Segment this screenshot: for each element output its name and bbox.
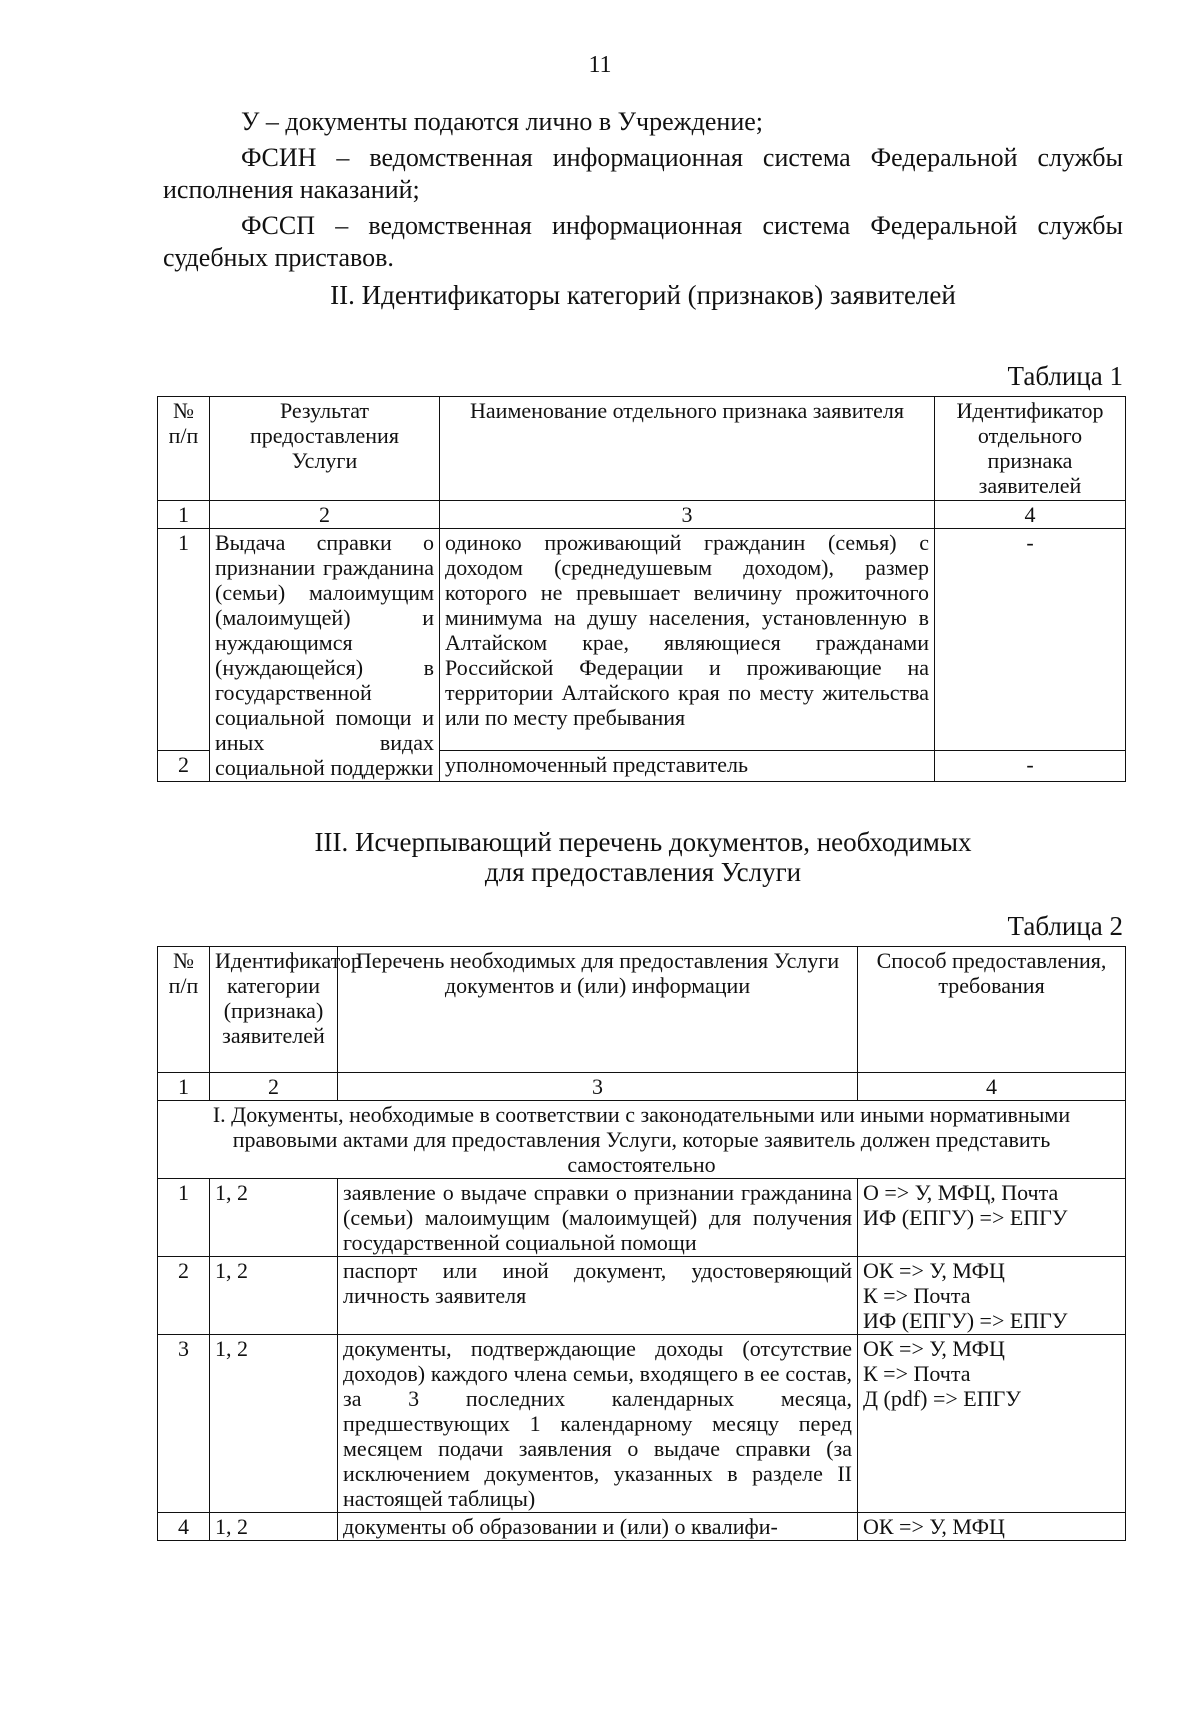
table-1-colnum-row xyxy=(158,501,1126,529)
t2-colnum: 1 xyxy=(158,1073,210,1101)
table-2-subsection-row xyxy=(158,1101,1126,1179)
t1-row-num: 1 xyxy=(158,529,210,751)
t2-row-num: 4 xyxy=(158,1513,210,1541)
t2-row-num: 1 xyxy=(158,1179,210,1257)
section-3-heading xyxy=(163,827,1123,887)
t1-colnum: 4 xyxy=(935,501,1126,529)
t1-row-id: - xyxy=(935,529,1126,751)
t2-row-category: 1, 2 xyxy=(210,1513,338,1541)
t2-row-document: документы, подтверждающие доходы (отсутствие доходов) каждого члена семьи, входящего в ее состав, за 3 последних календарных месяца, предшествующих 1 календарному месяцу перед месяцем подачи заявления о выдаче справки (за исключением документов, указанных в разделе II настоящей таблицы) xyxy=(338,1335,858,1513)
t2-header-documents: Перечень необходимых для предоставления Услуги документов и (или) информации xyxy=(338,947,858,1073)
t2-row-category: 1, 2 xyxy=(210,1179,338,1257)
legend-fsin: ФСИН – ведомственная информационная система Федеральной службы исполнения наказаний; xyxy=(163,143,1123,204)
t2-colnum: 3 xyxy=(338,1073,858,1101)
t1-row-num: 2 xyxy=(158,751,210,782)
table-row xyxy=(158,529,1126,751)
t2-subsection-title: I. Документы, необходимые в соответствии с законодательными или иными нормативными правовыми актами для предоставления Услуги, которые заявитель должен представить самостоятельно xyxy=(158,1101,1126,1179)
method-line: К => Почта xyxy=(863,1283,971,1308)
t1-header-num: № п/п xyxy=(158,397,210,501)
t2-header-num: № п/п xyxy=(158,947,210,1073)
table-1-caption: Таблица 1 xyxy=(1007,361,1123,391)
table-row xyxy=(158,1179,1126,1257)
t2-row-category: 1, 2 xyxy=(210,1257,338,1335)
table-1-header-row xyxy=(158,397,1126,501)
t1-header-result: Результат предоставления Услуги xyxy=(210,397,440,501)
table-2-header-row xyxy=(158,947,1126,1073)
page-number: 11 xyxy=(588,52,612,78)
t2-row-document: заявление о выдаче справки о признании гражданина (семьи) малоимущим (малоимущей) для получения государственной социальной помощи xyxy=(338,1179,858,1257)
table-1 xyxy=(157,396,1126,782)
table-2-caption: Таблица 2 xyxy=(1007,911,1123,941)
t1-row-feature: уполномоченный представитель xyxy=(440,751,935,782)
method-line: ОК => У, МФЦ xyxy=(863,1258,1005,1283)
table-row xyxy=(158,1335,1126,1513)
t1-header-feature: Наименование отдельного признака заявителя xyxy=(440,397,935,501)
method-line: О => У, МФЦ, Почта xyxy=(863,1180,1059,1205)
t2-row-num: 3 xyxy=(158,1335,210,1513)
t2-header-method: Способ предоставления, требования xyxy=(858,947,1126,1073)
t1-colnum: 1 xyxy=(158,501,210,529)
t1-row-feature: одиноко проживающий гражданин (семья) с доходом (среднедушевым доходом), размер которого не превышает величину прожиточного минимума на душу населения, установленную в Алтайском крае, являющиеся гражданами Российской Федерации и проживающие на территории Алтайского края по месту жительства или по месту пребывания xyxy=(440,529,935,751)
method-line: ОК => У, МФЦ xyxy=(863,1514,1005,1539)
t1-colnum: 3 xyxy=(440,501,935,529)
method-line: ИФ (ЕПГУ) => ЕПГУ xyxy=(863,1308,1068,1333)
t2-header-category: Идентификатор категории (признака) заявителей xyxy=(210,947,338,1073)
t2-row-document: паспорт или иной документ, удостоверяющий личность заявителя xyxy=(338,1257,858,1335)
t2-row-method xyxy=(858,1257,1126,1335)
table-2-colnum-row xyxy=(158,1073,1126,1101)
t2-row-num: 2 xyxy=(158,1257,210,1335)
section-3-heading-line1: III. Исчерпывающий перечень документов, необходимых xyxy=(314,827,972,857)
t2-row-document: документы об образовании и (или) о квалифи- xyxy=(338,1513,858,1541)
t2-row-method xyxy=(858,1179,1126,1257)
t1-header-identifier: Идентификатор отдельного признака заявителей xyxy=(935,397,1126,501)
section-3-heading-line2: для предоставления Услуги xyxy=(484,857,802,887)
t2-colnum: 2 xyxy=(210,1073,338,1101)
t2-row-method xyxy=(858,1513,1126,1541)
method-line: ИФ (ЕПГУ) => ЕПГУ xyxy=(863,1205,1068,1230)
section-2-heading: II. Идентификаторы категорий (признаков) заявителей xyxy=(330,280,956,310)
t2-colnum: 4 xyxy=(858,1073,1126,1101)
table-row xyxy=(158,1257,1126,1335)
t2-row-method xyxy=(858,1335,1126,1513)
legend-abbreviations xyxy=(163,106,1123,274)
method-line: Д (pdf) => ЕПГУ xyxy=(863,1386,1021,1411)
t2-row-category: 1, 2 xyxy=(210,1335,338,1513)
method-line: К => Почта xyxy=(863,1361,971,1386)
t1-service-result: Выдача справки о признании гражданина (семьи) малоимущим (малоимущей) и нуждающимся (нуждающейся) в государственной социальной помощи и иных видах социальной поддержки xyxy=(210,529,440,782)
t1-colnum: 2 xyxy=(210,501,440,529)
table-row xyxy=(158,1513,1126,1541)
table-2 xyxy=(157,946,1126,1541)
legend-u: У – документы подаются лично в Учреждение; xyxy=(241,107,763,136)
method-line: ОК => У, МФЦ xyxy=(863,1336,1005,1361)
legend-fssp: ФССП – ведомственная информационная система Федеральной службы судебных приставов. xyxy=(163,211,1123,272)
t1-row-id: - xyxy=(935,751,1126,782)
